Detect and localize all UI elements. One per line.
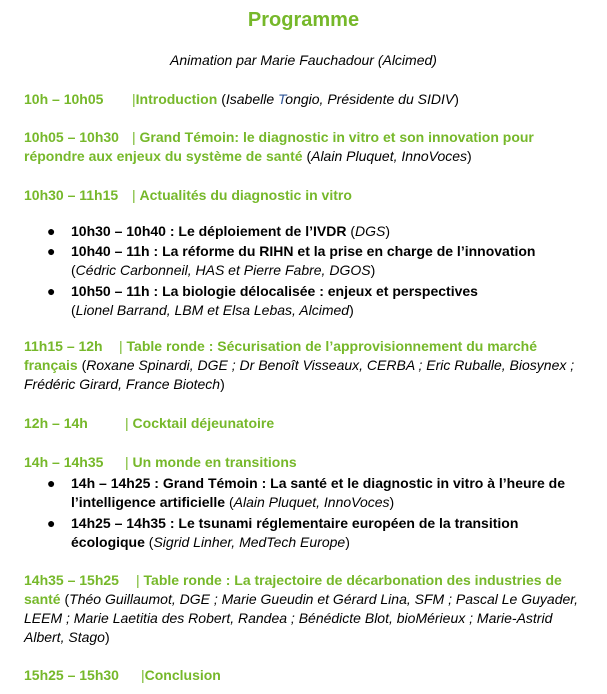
bullet-icon: ● — [47, 283, 56, 299]
bullet-icon: ● — [47, 515, 56, 531]
list-item: ● 14h25 – 14h35 : Le tsunami réglementaire européen de la transition écologique (Sigrid Linher, MedTech Europe) — [47, 515, 519, 550]
session-time: 14h35 – 15h25 — [24, 572, 119, 588]
session-cocktail: 12h – 14h | Cocktail déjeunatoire — [24, 415, 275, 431]
session-time: 14h – 14h35 — [24, 454, 104, 470]
session-speaker-blue-letter: T — [278, 91, 286, 107]
session-speakers: Alain Pluquet, InnoVoces — [311, 148, 468, 164]
bullet-icon: ● — [47, 243, 56, 259]
session-title: Actualités du diagnostic in vitro — [139, 187, 352, 203]
session-speakers: Théo Guillaumot, DGE ; Marie Gueudin et Gérard Lina, SFM ; Pascal Le Guyader, LEEM ; Marie Laetitia des Robert, Randea ; Bénédicte Blot, bioMérieux ; Marie-Astrid Albert, Stago — [24, 591, 579, 645]
session-actualites: 10h30 – 11h15 | Actualités du diagnostic in vitro — [24, 187, 352, 203]
item-title: La réforme du RIHN et la prise en charge de l’innovation — [162, 243, 536, 259]
item-time: 14h25 – 14h35 : — [71, 515, 179, 531]
page-subtitle: Animation par Marie Fauchadour (Alcimed) — [170, 52, 437, 68]
item-title: Le déploiement de l’IVDR — [178, 223, 347, 239]
session-speaker-post: ongio, Présidente du SIDIV — [285, 91, 455, 107]
session-title: Introduction — [135, 91, 218, 107]
session-title: Un monde en transitions — [132, 454, 297, 470]
item-speakers: DGS — [355, 223, 386, 239]
list-item: ● 10h30 – 10h40 : Le déploiement de l’IVDR (DGS) — [47, 223, 391, 239]
item-title: La biologie délocalisée : enjeux et perspectives — [162, 283, 478, 299]
session-introduction: 10h – 10h05 |Introduction (Isabelle Tongio, Présidente du SIDIV) — [24, 91, 459, 107]
item-speakers: Sigrid Linher, MedTech Europe — [153, 534, 346, 550]
list-item: ● 14h – 14h25 : Grand Témoin : La santé et le diagnostic in vitro à l’heure de l’intelligence artificielle (Alain Pluquet, InnoVoces) — [47, 475, 566, 510]
item-title: Grand Témoin : La santé et le diagnostic in vitro à l’heure de l’intelligence artificielle — [71, 475, 566, 510]
list-item: ● 10h40 – 11h : La réforme du RIHN et la prise en charge de l’innovation (Cédric Carbonneil, HAS et Pierre Fabre, DGOS) — [47, 243, 536, 278]
list-item: ● 10h50 – 11h : La biologie délocalisée : enjeux et perspectives (Lionel Barrand, LBM et Elsa Lebas, Alcimed) — [47, 283, 478, 318]
session-speakers: Roxane Spinardi, DGE ; Dr Benoît Visseaux, CERBA ; Eric Ruballe, Biosynex ; Frédéric Girard, France Biotech — [24, 357, 575, 392]
bullet-icon: ● — [47, 223, 56, 239]
session-monde-en-transitions: 14h – 14h35 | Un monde en transitions — [24, 454, 297, 470]
session-time: 11h15 – 12h — [24, 338, 103, 354]
session-conclusion: 15h25 – 15h30 |Conclusion — [24, 667, 221, 683]
item-time: 10h40 – 11h : — [71, 243, 163, 259]
item-title: Le tsunami réglementaire européen de la transition écologique — [71, 515, 519, 550]
item-time: 10h50 – 11h : — [71, 283, 163, 299]
session-title: Table ronde : La trajectoire de décarbonation des industries de santé — [24, 572, 562, 607]
session-title: Conclusion — [144, 667, 221, 683]
session-time: 10h05 – 10h30 — [24, 129, 119, 145]
session-table-ronde-approvisionnement: 11h15 – 12h | Table ronde : Sécurisation de l’approvisionnement du marché français (Roxane Spinardi, DGE ; Dr Benoît Visseaux, CERBA ; Eric Ruballe, Biosynex ; Frédéric Girard, France Biotech) — [24, 338, 575, 392]
session-speaker-pre: Isabelle — [225, 91, 279, 107]
session-title: Cocktail déjeunatoire — [132, 415, 275, 431]
item-speakers: Lionel Barrand, LBM et Elsa Lebas, Alcimed — [75, 302, 350, 318]
session-time: 12h – 14h — [24, 415, 88, 431]
session-time: 10h – 10h05 — [24, 91, 104, 107]
session-time: 10h30 – 11h15 — [24, 187, 119, 203]
session-title: Grand Témoin: le diagnostic in vitro et son innovation pour répondre aux enjeux du système de santé — [24, 129, 534, 164]
session-grand-temoin: 10h05 – 10h30 | Grand Témoin: le diagnostic in vitro et son innovation pour répondre aux enjeux du système de santé (Alain Pluquet, InnoVoces) — [24, 129, 534, 164]
session-table-ronde-decarbonation: 14h35 – 15h25 | Table ronde : La trajectoire de décarbonation des industries de santé (Théo Guillaumot, DGE ; Marie Gueudin et Gérard Lina, SFM ; Pascal Le Guyader, LEEM ; Marie Laetitia des Robert, Randea ; Bénédicte Blot, bioMérieux ; Marie-Astrid Albert, Stago) — [24, 572, 579, 645]
item-speakers: Cédric Carbonneil, HAS et Pierre Fabre, DGOS — [75, 262, 371, 278]
item-speakers: Alain Pluquet, InnoVoces — [233, 494, 390, 510]
session-time: 15h25 – 15h30 — [24, 667, 119, 683]
bullet-icon: ● — [47, 475, 56, 491]
item-time: 10h30 – 10h40 : — [71, 223, 179, 239]
page-title: Programme — [247, 9, 360, 31]
session-title: Table ronde : Sécurisation de l’approvisionnement du marché français — [24, 338, 538, 373]
item-time: 14h – 14h25 : — [71, 475, 163, 491]
